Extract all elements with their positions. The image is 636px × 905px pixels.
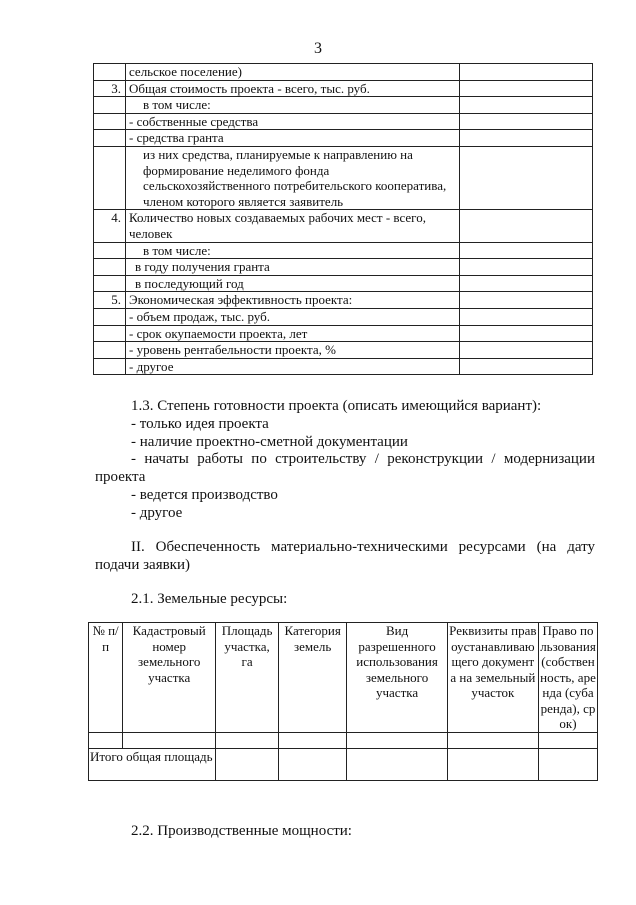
indicator-label: Количество новых создаваемых рабочих мест - всего, человек [126, 210, 460, 242]
land-table-empty-row [89, 732, 598, 748]
land-table-total-row [89, 748, 598, 780]
readiness-option-construction: - начаты работы по строительству / реконструкции / модернизации проекта [95, 451, 595, 485]
indicator-label: в году получения гранта [126, 259, 460, 276]
land-col-area: Площадь участка, га [216, 623, 279, 733]
indicator-row [94, 97, 593, 114]
readiness-option-documentation: - наличие проектно-сметной документации [131, 434, 408, 450]
land-total-label: Итого общая площадь [89, 748, 216, 780]
indicator-label: из них средства, планируемые к направлению на формирование неделимого фонда сельскохозяйственного потребительского кооператива, членом которого является заявитель [126, 146, 460, 209]
indicator-number [94, 97, 126, 114]
land-col-usage: Вид разрешенного использования земельного участка [347, 623, 447, 733]
indicator-label: - объем продаж, тыс. руб. [126, 308, 460, 325]
indicator-row [94, 80, 593, 97]
indicator-label: - средства гранта [126, 130, 460, 147]
land-col-document: Реквизиты правоустанавливающего документа на земельный участок [447, 623, 538, 733]
indicator-label: Экономическая эффективность проекта: [126, 292, 460, 309]
indicator-row [94, 146, 593, 209]
indicator-row [94, 325, 593, 342]
indicator-row [94, 275, 593, 292]
indicator-row [94, 259, 593, 276]
indicator-value [460, 242, 593, 259]
indicator-label: - срок окупаемости проекта, лет [126, 325, 460, 342]
indicator-value [460, 97, 593, 114]
indicator-number [94, 130, 126, 147]
indicator-number: 3. [94, 80, 126, 97]
indicator-value [460, 275, 593, 292]
readiness-option-other: - другое [131, 505, 183, 521]
indicator-row [94, 342, 593, 359]
indicator-number [94, 342, 126, 359]
project-indicators-table [93, 63, 593, 375]
indicator-number: 4. [94, 210, 126, 242]
readiness-option-production: - ведется производство [131, 487, 278, 503]
indicator-value [460, 358, 593, 375]
indicator-value [460, 146, 593, 209]
indicator-number [94, 146, 126, 209]
indicator-label: сельское поселение) [126, 64, 460, 81]
indicator-label: в том числе: [126, 242, 460, 259]
indicator-label: - другое [126, 358, 460, 375]
section-1-3-heading: 1.3. Степень готовности проекта (описать имеющийся вариант): [131, 398, 542, 414]
indicator-row [94, 64, 593, 81]
indicator-label: - собственные средства [126, 113, 460, 130]
indicator-value [460, 130, 593, 147]
land-col-cadastral: Кадастровый номер земельного участка [123, 623, 216, 733]
indicator-value [460, 292, 593, 309]
indicator-row [94, 210, 593, 242]
indicator-value [460, 325, 593, 342]
indicator-value [460, 259, 593, 276]
land-col-category: Категория земель [278, 623, 347, 733]
indicator-value [460, 64, 593, 81]
indicator-row [94, 113, 593, 130]
indicator-value [460, 308, 593, 325]
indicator-value [460, 80, 593, 97]
land-col-right: Право пользования (собственность, аренда (субаренда), срок) [540, 623, 596, 731]
page-number: 3 [314, 40, 322, 57]
indicator-value [460, 342, 593, 359]
indicator-row [94, 130, 593, 147]
indicator-label: - уровень рентабельности проекта, % [126, 342, 460, 359]
land-table-header-row [89, 623, 598, 733]
indicator-row [94, 308, 593, 325]
indicator-number [94, 325, 126, 342]
indicator-number [94, 308, 126, 325]
indicator-label: в последующий год [126, 275, 460, 292]
readiness-option-idea: - только идея проекта [131, 416, 269, 432]
indicator-row [94, 242, 593, 259]
indicator-label: Общая стоимость проекта - всего, тыс. руб. [126, 80, 460, 97]
indicator-row [94, 292, 593, 309]
indicator-label: в том числе: [126, 97, 460, 114]
indicator-number [94, 275, 126, 292]
indicator-row [94, 358, 593, 375]
indicator-number [94, 113, 126, 130]
indicator-number: 5. [94, 292, 126, 309]
indicator-value [460, 210, 593, 242]
indicator-value [460, 113, 593, 130]
land-col-number: № п/п [89, 623, 123, 733]
section-2-heading: II. Обеспеченность материально-техническими ресурсами (на дату подачи заявки) [95, 539, 595, 573]
indicator-number [94, 358, 126, 375]
indicator-number [94, 242, 126, 259]
land-resources-table [88, 622, 598, 781]
production-capacity-heading: 2.2. Производственные мощности: [131, 823, 352, 839]
land-resources-heading: 2.1. Земельные ресурсы: [131, 591, 288, 607]
indicator-number [94, 64, 126, 81]
indicator-number [94, 259, 126, 276]
